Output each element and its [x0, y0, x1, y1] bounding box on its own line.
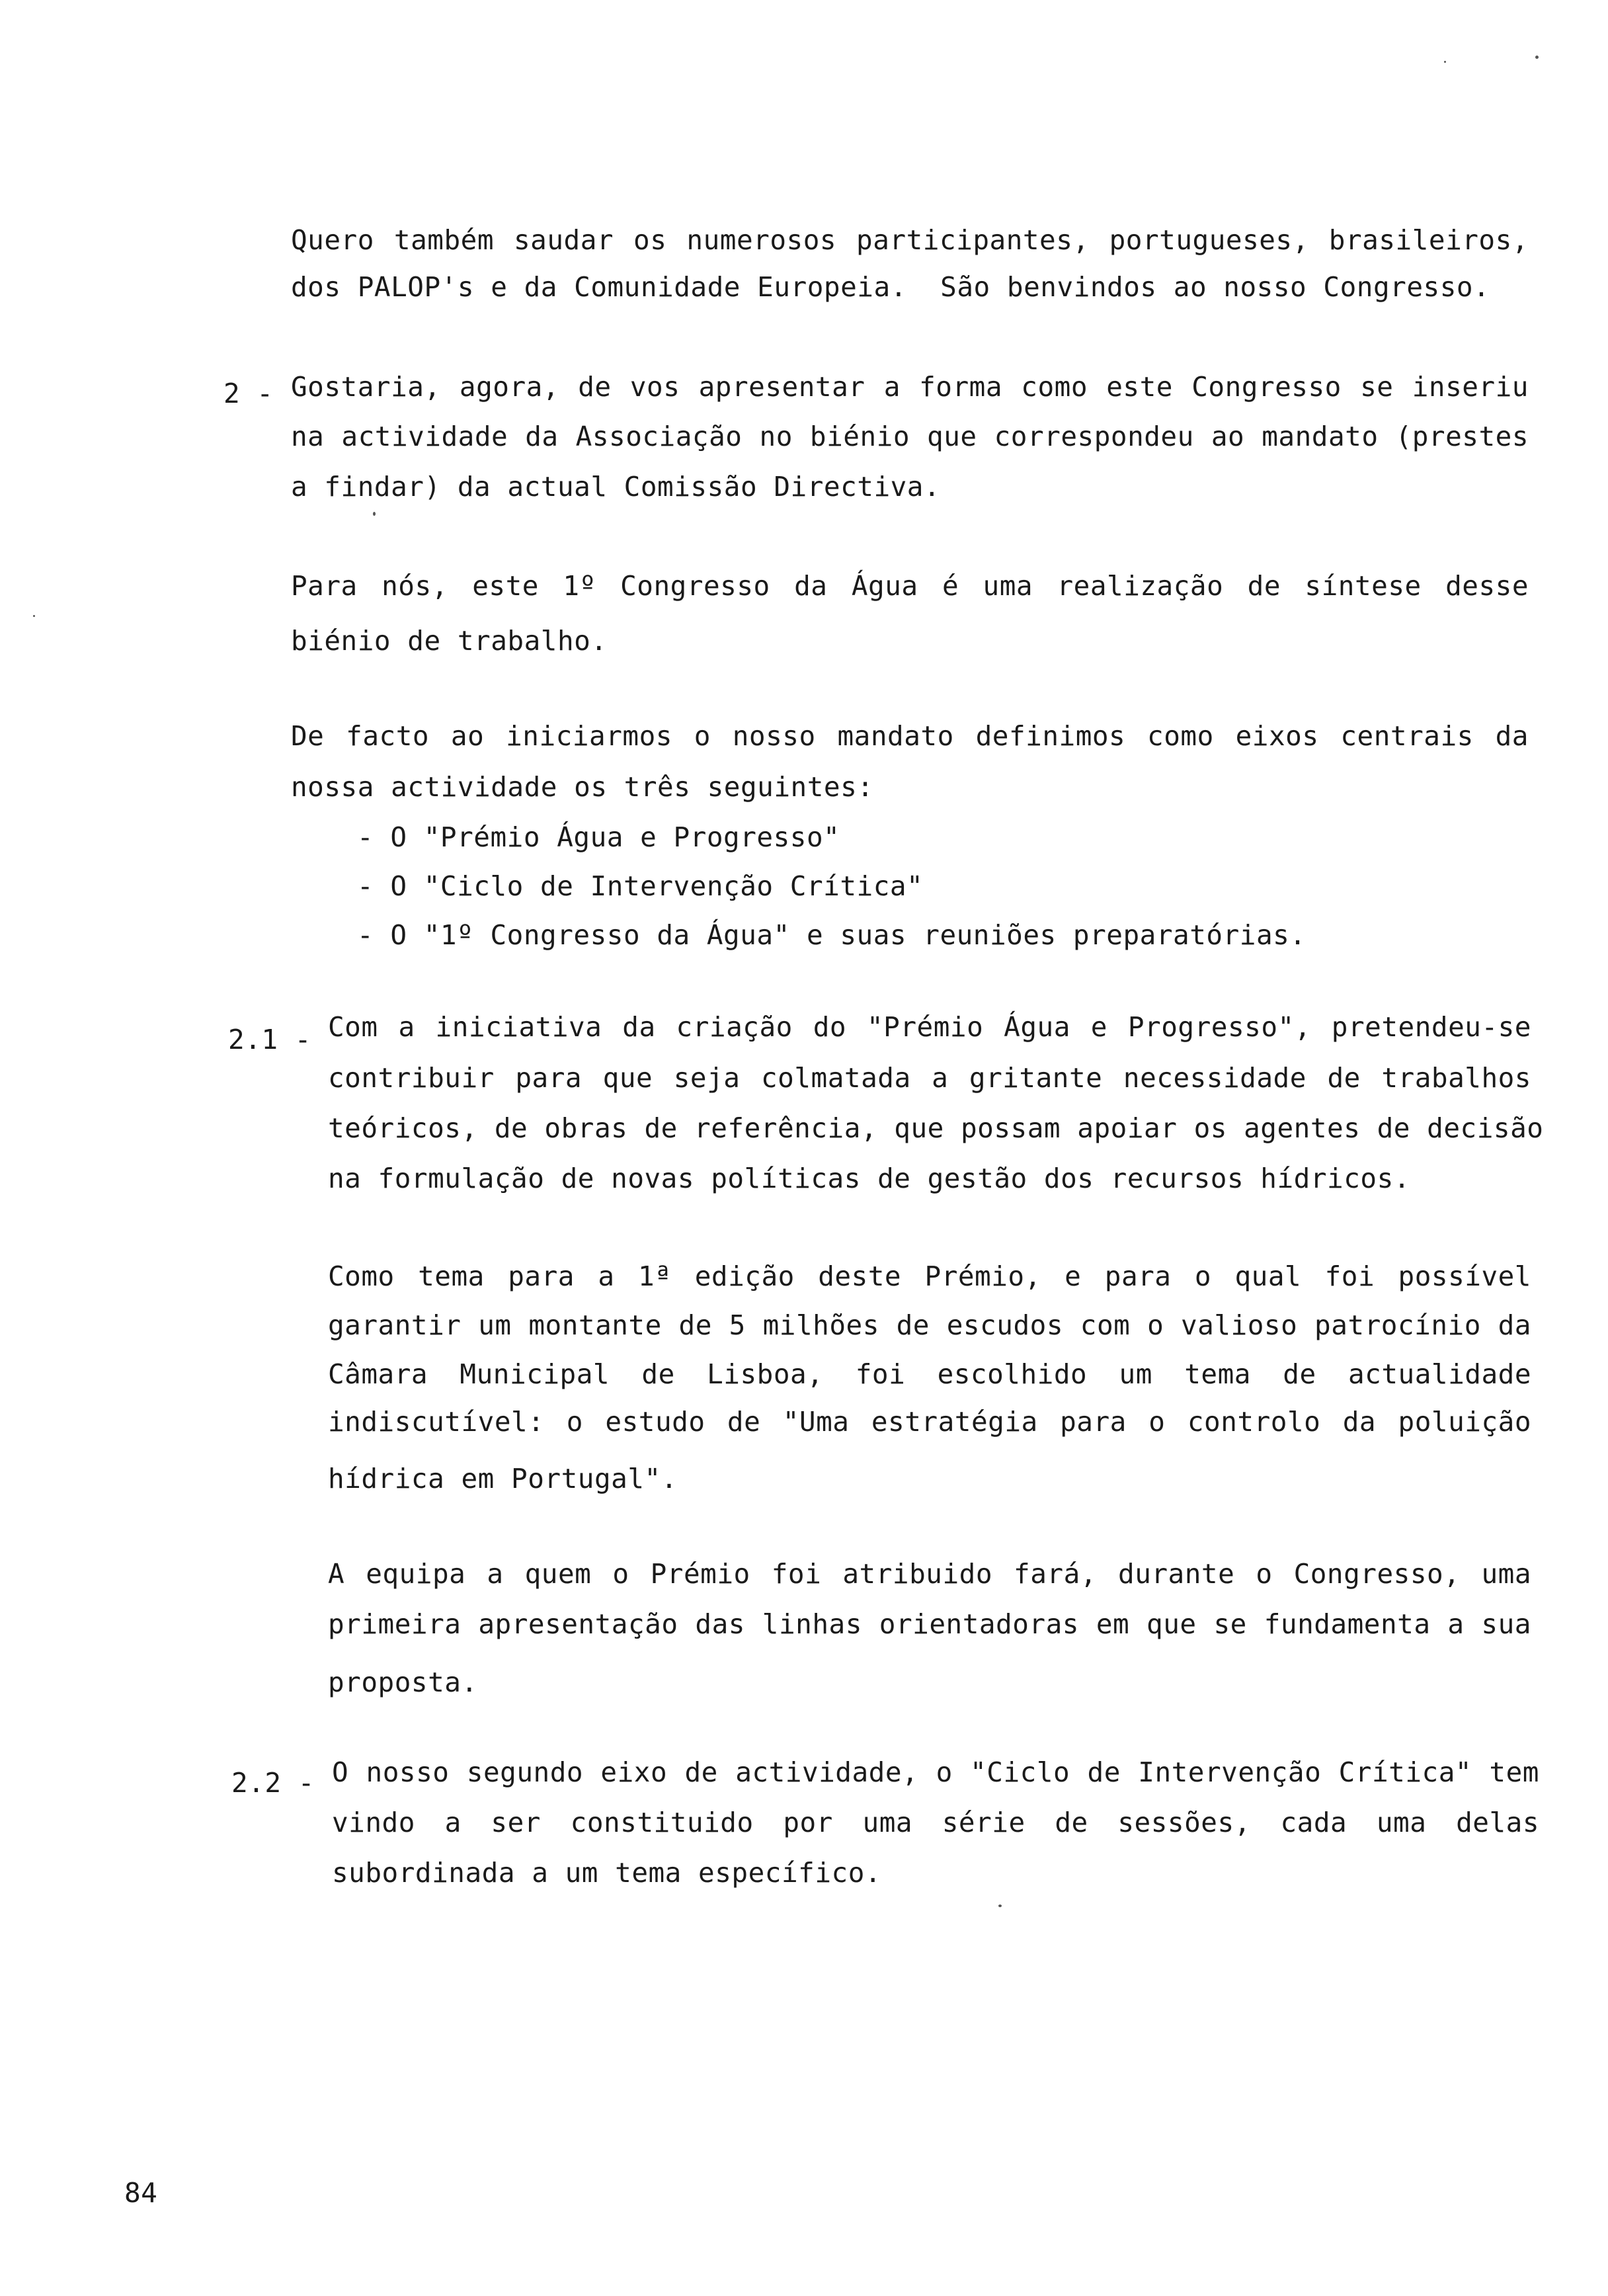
section-2-2-line-1: O nosso segundo eixo de actividade, o "Ciclo de Intervenção Crítica" tem — [332, 1756, 1539, 1788]
scan-speck — [998, 1905, 1002, 1907]
section-2-1-para3-line-3: proposta. — [328, 1666, 478, 1698]
section-2-para2-line-1: Para nós, este 1º Congresso da Água é uma realização de síntese desse — [291, 570, 1529, 602]
intro-line-2: dos PALOP's e da Comunidade Europeia. São benvindos ao nosso Congresso. — [291, 271, 1490, 303]
section-2-1-para2-line-1: Como tema para a 1ª edição deste Prémio, e para o qual foi possível — [328, 1260, 1531, 1292]
page-number: 84 — [124, 2177, 158, 2209]
section-2-1-para2-line-5: hídrica em Portugal". — [328, 1463, 678, 1495]
section-2-1-line-1: Com a iniciativa da criação do "Prémio Água e Progresso", pretendeu-se — [328, 1011, 1531, 1043]
section-2-2-number: 2.2 - — [231, 1767, 315, 1799]
section-2-1-line-3: teóricos, de obras de referência, que possam apoiar os agentes de decisão — [328, 1112, 1544, 1144]
section-2-1-para3-line-1: A equipa a quem o Prémio foi atribuido fará, durante o Congresso, uma — [328, 1558, 1531, 1590]
section-2-1-para2-line-2: garantir um montante de 5 milhões de escudos com o valioso patrocínio da — [328, 1309, 1531, 1341]
section-2-1-para2-line-4: indiscutível: o estudo de "Uma estratégia para o controlo da poluição — [328, 1406, 1531, 1438]
section-2-1-para3-line-2: primeira apresentação das linhas orientadoras em que se fundamenta a sua — [328, 1608, 1531, 1640]
section-2-1-para2-line-3: Câmara Municipal de Lisboa, foi escolhido um tema de actualidade — [328, 1358, 1531, 1390]
intro-line-1: Quero também saudar os numerosos participantes, portugueses, brasileiros, — [291, 224, 1529, 256]
list-item-premio: - O "Prémio Água e Progresso" — [357, 821, 840, 853]
scan-speck — [33, 615, 35, 617]
scan-speck — [373, 512, 376, 516]
section-2-2-line-3: subordinada a um tema específico. — [332, 1857, 882, 1889]
list-item-congresso: - O "1º Congresso da Água" e suas reuniões preparatórias. — [357, 919, 1306, 951]
section-2-para3-line-2: nossa actividade os três seguintes: — [291, 771, 874, 803]
section-2-line-3: a findar) da actual Comissão Directiva. — [291, 471, 941, 503]
section-2-2-line-2: vindo a ser constituido por uma série de sessões, cada uma delas — [332, 1807, 1539, 1838]
scan-speck — [1535, 56, 1539, 59]
scan-speck — [1444, 61, 1446, 63]
list-item-ciclo: - O "Ciclo de Intervenção Crítica" — [357, 870, 924, 902]
section-2-line-2: na actividade da Associação no biénio que correspondeu ao mandato (prestes — [291, 421, 1529, 452]
section-2-line-1: Gostaria, agora, de vos apresentar a forma como este Congresso se inseriu — [291, 371, 1529, 403]
section-2-1-line-4: na formulação de novas políticas de gestão dos recursos hídricos. — [328, 1163, 1410, 1194]
section-2-para3-line-1: De facto ao iniciarmos o nosso mandato definimos como eixos centrais da — [291, 720, 1529, 752]
section-2-1-line-2: contribuir para que seja colmatada a gritante necessidade de trabalhos — [328, 1062, 1531, 1094]
section-2-number: 2 - — [223, 378, 274, 409]
section-2-para2-line-2: biénio de trabalho. — [291, 625, 608, 657]
section-2-1-number: 2.1 - — [228, 1024, 311, 1055]
